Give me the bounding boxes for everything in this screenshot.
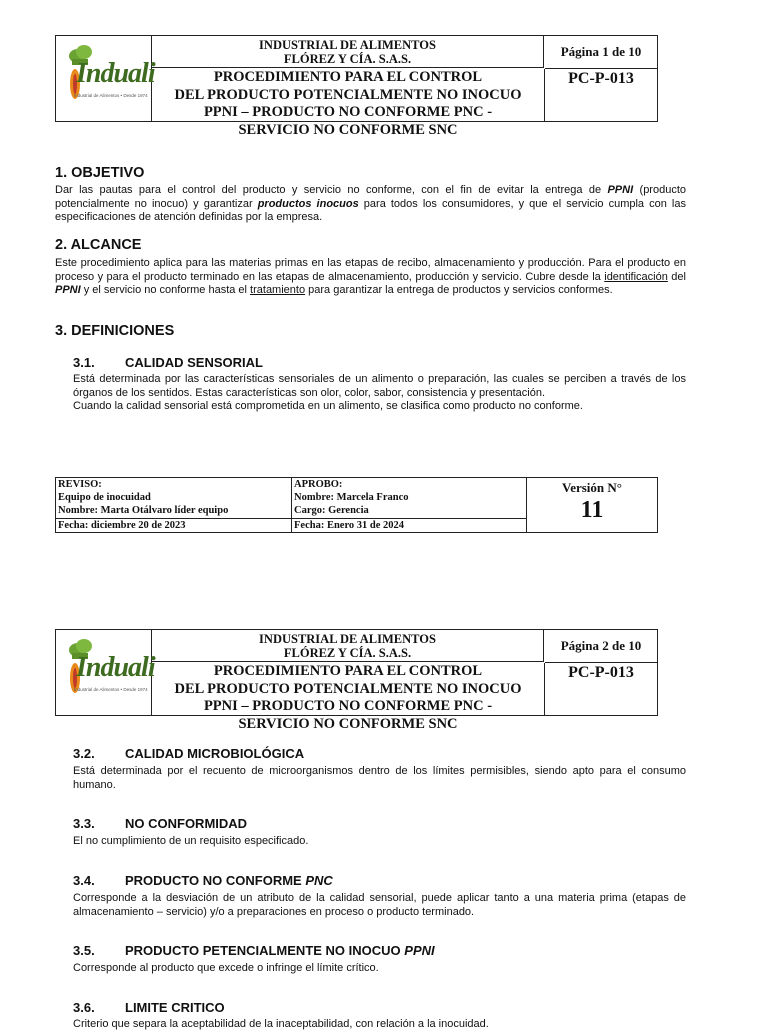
definition-title: PRODUCTO NO CONFORME PNC <box>125 873 333 888</box>
section-heading-objetivo: 1. OBJETIVO <box>55 165 145 181</box>
logo-wordmark: Induali <box>76 652 155 683</box>
definition-number: 3.6. <box>73 1000 95 1015</box>
definition-text: Está determinada por el recuento de microorganismos dentro de los límites permisibles, siendo apto para el consumo humano. <box>73 765 686 791</box>
approved-by-cell: APROBO: Nombre: Marcela Franco Cargo: Gerencia Fecha: Enero 31 de 2024 <box>292 478 527 532</box>
approval-table <box>55 477 658 533</box>
definition-number: 3.3. <box>73 816 95 831</box>
definition-title: LIMITE CRITICO <box>125 1000 225 1015</box>
definition-text: Corresponde a la desviación de un atributo de la calidad sensorial, puede aplicar tanto a una materia prima (etapas de almacenamiento – servicio) y/o a preparaciones en proceso o producto terminado. <box>73 892 686 918</box>
definition-title: NO CONFORMIDAD <box>125 816 248 831</box>
page-number: Página 2 de 10 <box>545 630 657 663</box>
definition-title: CALIDAD MICROBIOLÓGICA <box>125 746 305 761</box>
definition-text: Criterio que separa la aceptabilidad de la inaceptabilidad, con relación a la inocuidad. <box>73 1018 489 1030</box>
logo-tagline: Industrial de Alimentos • Desde 1974 <box>74 687 148 692</box>
definition-text: El no cumplimiento de un requisito especificado. <box>73 835 309 847</box>
document-code: PC-P-013 <box>568 70 634 87</box>
logo-tagline: Industrial de Alimentos • Desde 1974 <box>74 93 148 98</box>
alcance-paragraph: Este procedimiento aplica para las materias primas en las etapas de recibo, almacenamiento y producción. Para el producto en proceso y para el producto terminado en las etapas de almacenamiento, producción y servicio. Cubre desde la identificación del PPNI y el servicio no conforme hasta el tratamiento para garantizar la entrega de productos y servicios conformes. <box>55 257 686 296</box>
document-header <box>55 35 658 138</box>
document-title: PROCEDIMIENTO PARA EL CONTROL DEL PRODUCTO POTENCIALMENTE NO INOCUO PPNI – PRODUCTO NO CONFORME PNC - SERVICIO NO CONFORME SNC <box>152 69 545 121</box>
document-title: PROCEDIMIENTO PARA EL CONTROL DEL PRODUCTO POTENCIALMENTE NO INOCUO PPNI – PRODUCTO NO CONFORME PNC - SERVICIO NO CONFORME SNC <box>152 663 545 715</box>
version-cell: Versión N° 11 <box>562 480 622 523</box>
company-logo <box>56 36 155 121</box>
definition-number: 3.4. <box>73 873 95 888</box>
definition-title: CALIDAD SENSORIAL <box>125 355 263 370</box>
objetivo-paragraph: Dar las pautas para el control del producto y servicio no conforme, con el fin de evitar la entrega de PPNI (producto potencialmente no inocuo) y garantizar productos inocuos para todos los consumidores, y que el servicio cumpla con las especificaciones de atención definidas por la empresa. <box>55 184 687 223</box>
document-code: PC-P-013 <box>568 664 634 681</box>
definition-title: PRODUCTO PETENCIALMENTE NO INOCUO PPNI <box>125 943 435 958</box>
company-name: INDUSTRIAL DE ALIMENTOS FLÓREZ Y CÍA. S.A.S. <box>152 36 544 68</box>
reviewed-by-cell: REVISO: Equipo de inocuidad Nombre: Marta Otálvaro líder equipo Fecha: diciembre 20 de 2023 <box>56 478 292 532</box>
company-logo <box>56 630 155 715</box>
definition-number: 3.5. <box>73 943 95 958</box>
definition-text: Está determinada por las características sensoriales de un alimento o preparación, las cuales se perciben a través de los órganos de los sentidos. Estas características son olor, color, sabor, consistencia y presentación. Cuando la calidad sensorial está comprometida en un alimento, se clasifica como producto no conforme. <box>73 373 686 412</box>
logo-wordmark: Induali <box>76 58 155 89</box>
section-heading-definiciones: 3. DEFINICIONES <box>55 323 175 339</box>
definition-text: Corresponde al producto que excede o infringe el límite crítico. <box>73 962 379 974</box>
page-number: Página 1 de 10 <box>545 36 657 69</box>
definition-number: 3.2. <box>73 746 95 761</box>
document-header <box>55 629 658 732</box>
section-heading-alcance: 2. ALCANCE <box>55 237 142 253</box>
company-name: INDUSTRIAL DE ALIMENTOS FLÓREZ Y CÍA. S.A.S. <box>152 630 544 662</box>
definition-number: 3.1. <box>73 355 95 370</box>
